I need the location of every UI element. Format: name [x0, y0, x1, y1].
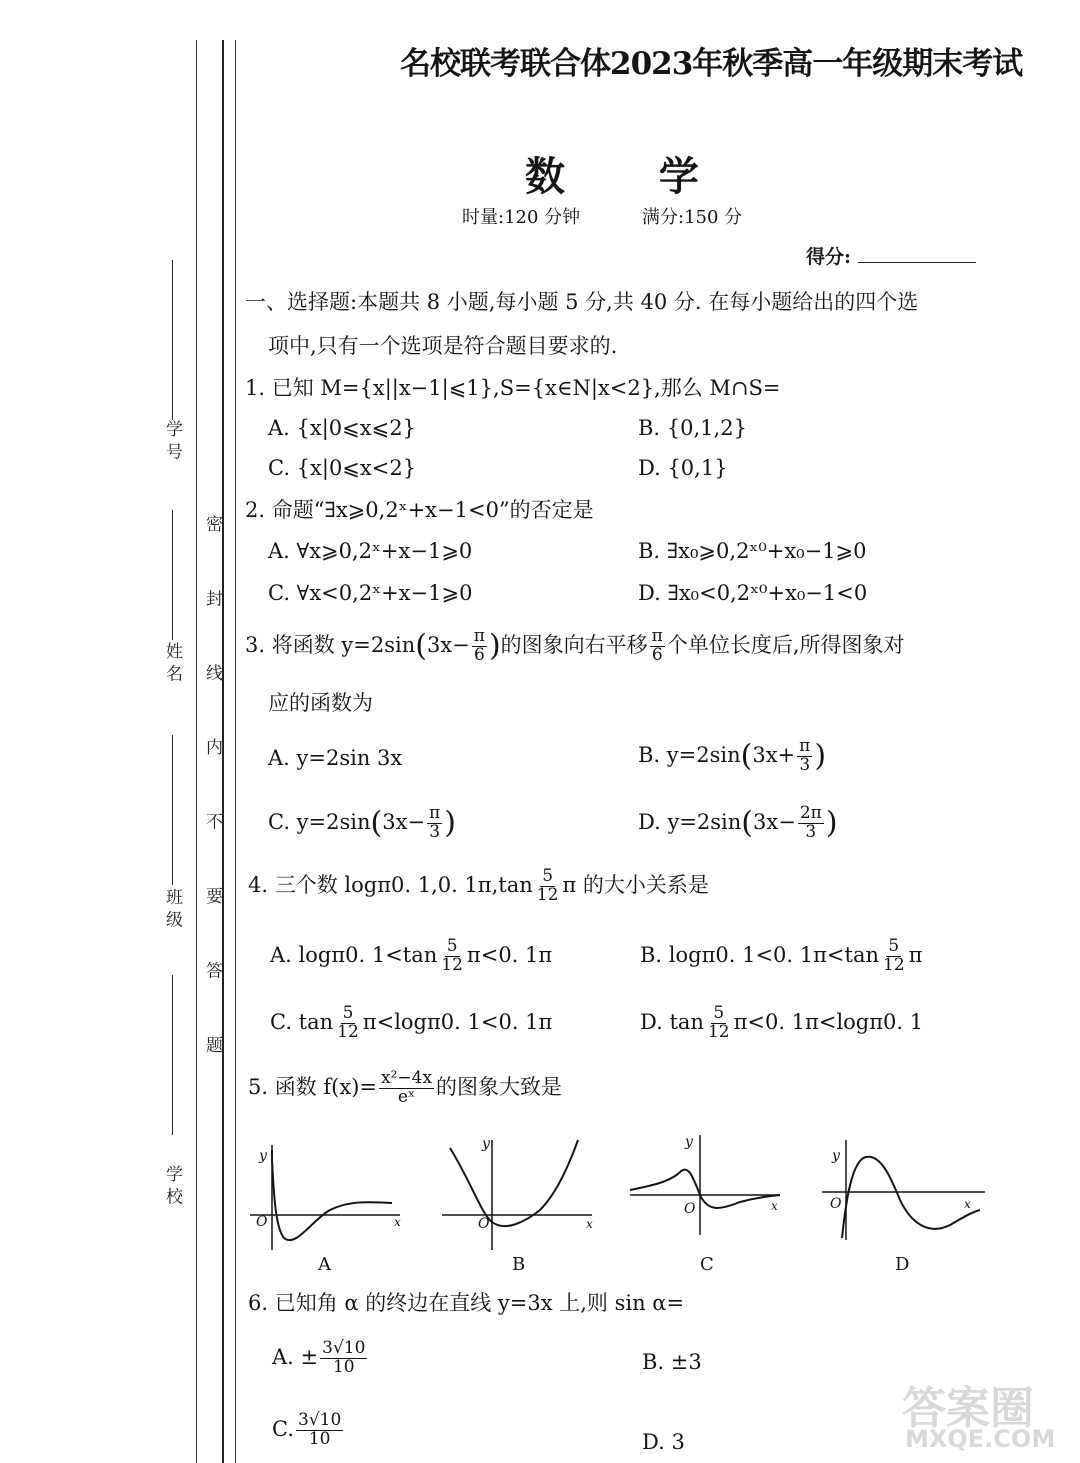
- q3c-frac: $\frac{\pi}{3}$: [429, 803, 441, 842]
- q2-option-c: C. ∀x<0,2ˣ+x−1⩾0: [268, 581, 473, 605]
- svg-text:x: x: [771, 1199, 778, 1213]
- svg-text:y: y: [685, 1134, 693, 1150]
- section-heading-line2: 项中,只有一个选项是符合题目要求的.: [268, 334, 618, 358]
- q5-frac: $\frac{\text{x²−4x}}{\text{eˣ}}$: [380, 1068, 433, 1107]
- q1-option-c: C. {x|0⩽x<2}: [268, 456, 417, 480]
- q6-option-a: A. ± $\frac{3√10}{10}$: [272, 1338, 366, 1377]
- q3-option-a: A. y=2sin 3x: [268, 746, 403, 770]
- q6c-frac: $\frac{3√10}{10}$: [298, 1410, 342, 1449]
- full-score: 满分:150 分: [642, 207, 743, 228]
- q6-option-c: C. $\frac{3√10}{10}$: [272, 1410, 342, 1449]
- graph-a-caption: A: [318, 1254, 331, 1275]
- q3-stem-part2: 3x−: [426, 632, 470, 657]
- class-blank: [172, 735, 173, 885]
- q3-stem-part3: 的图象向右平移: [500, 632, 648, 657]
- q6-option-b: B. ±3: [642, 1350, 702, 1374]
- q4-option-d: D. tan $\frac{5}{12}$ π<0. 1π<logπ0. 1: [640, 1003, 924, 1042]
- student-number-blank: [172, 260, 173, 420]
- q3-paren-open: (: [415, 628, 427, 664]
- svg-text:y: y: [482, 1136, 490, 1152]
- svg-text:O: O: [256, 1214, 268, 1230]
- subject-title: 数 学: [525, 153, 739, 200]
- svg-text:O: O: [478, 1216, 490, 1232]
- q4-frac: $\frac{5}{12}$: [536, 866, 559, 905]
- graph-c: [630, 1134, 780, 1235]
- q1-option-b: B. {0,1,2}: [638, 416, 747, 440]
- q3-stem-line2: 应的函数为: [268, 691, 373, 715]
- svg-text:y: y: [832, 1148, 840, 1164]
- svg-text:x: x: [394, 1215, 401, 1229]
- margin-line-outer: [196, 40, 197, 1463]
- q4-option-a: A. logπ0. 1<tan $\frac{5}{12}$ π<0. 1π: [270, 936, 553, 975]
- q1-option-d: D. {0,1}: [638, 456, 728, 480]
- q4-option-c: C. tan $\frac{5}{12}$ π<logπ0. 1<0. 1π: [270, 1003, 553, 1042]
- graph-b: [442, 1136, 593, 1250]
- q3-option-b: B. y=2sin(3x+ $\frac{\pi}{3}$ ): [638, 736, 827, 775]
- score-blank: [858, 262, 976, 263]
- time-limit: 时量:120 分钟: [462, 207, 581, 228]
- svg-text:x: x: [964, 1197, 971, 1211]
- watermark-text: 答案圈: [902, 1383, 1034, 1434]
- svg-text:O: O: [830, 1196, 842, 1212]
- q1-option-a: A. {x|0⩽x⩽2}: [268, 416, 416, 440]
- q3-stem: [245, 628, 905, 665]
- q3d-frac: $\frac{2\pi}{3}$: [799, 803, 822, 842]
- q3-frac-shift: $\frac{\pi}{6}$: [651, 626, 663, 665]
- school-label: 学 校: [162, 1165, 182, 1205]
- q3-paren-close: ): [488, 628, 501, 664]
- q4-option-b: B. logπ0. 1<0. 1π<tan $\frac{5}{12}$ π: [640, 936, 923, 975]
- q6-option-d: D. 3: [642, 1430, 685, 1454]
- q2-stem: 2. 命题“∃x⩾0,2ˣ+x−1<0”的否定是: [245, 498, 594, 522]
- q5-stem: 5. 函数 f(x)= $\frac{\text{x²−4x}}{\text{eˣ}}$ 的图象大致是: [248, 1068, 563, 1107]
- margin-line-third: [235, 40, 236, 1463]
- school-blank: [172, 975, 173, 1135]
- q6a-frac: $\frac{3√10}{10}$: [322, 1338, 366, 1377]
- graph-c-caption: C: [700, 1254, 714, 1275]
- q3-stem-part4: 个单位长度后,所得图象对: [666, 632, 905, 657]
- q3b-frac: $\frac{\pi}{3}$: [799, 736, 811, 775]
- q2-option-b: B. ∃x₀⩾0,2ˣ⁰+x₀−1⩾0: [638, 539, 867, 563]
- name-blank: [172, 510, 173, 640]
- svg-text:x: x: [586, 1217, 593, 1231]
- graph-d-caption: D: [895, 1254, 910, 1275]
- graph-b-caption: B: [512, 1254, 526, 1275]
- q4-stem: 4. 三个数 logπ0. 1,0. 1π,tan $\frac{5}{12}$ π 的大小关系是: [248, 866, 709, 905]
- q3-option-c: C. y=2sin(3x− $\frac{\pi}{3}$ ): [268, 803, 456, 842]
- svg-text:O: O: [684, 1201, 696, 1217]
- q2-option-d: D. ∃x₀<0,2ˣ⁰+x₀−1<0: [638, 581, 868, 605]
- student-number-label: 学 号: [162, 420, 182, 460]
- class-label: 班 级: [162, 888, 182, 928]
- q3-option-d: D. y=2sin(3x− $\frac{2\pi}{3}$ ): [638, 803, 838, 842]
- exam-title: 名校联考联合体2023年秋季高一年级期末考试: [400, 46, 1023, 82]
- q6-stem: 6. 已知角 α 的终边在直线 y=3x 上,则 sin α=: [248, 1291, 685, 1315]
- graph-d: [822, 1140, 985, 1240]
- q2-option-a: A. ∀x⩾0,2ˣ+x−1⩾0: [268, 539, 473, 563]
- svg-text:y: y: [259, 1148, 267, 1164]
- q3-stem-part1: 3. 将函数 y=2sin: [245, 632, 416, 657]
- name-label: 姓 名: [162, 642, 182, 682]
- graph-a: [250, 1145, 401, 1250]
- score-label: 得分:: [806, 246, 852, 268]
- watermark-url: MXQE.COM: [905, 1425, 1056, 1453]
- q1-stem: 1. 已知 M={x||x−1|⩽1},S={x∈N|x<2},那么 M∩S=: [245, 376, 781, 400]
- section-heading-line1: 一、选择题:本题共 8 小题,每小题 5 分,共 40 分. 在每小题给出的四个选: [245, 290, 919, 314]
- seal-line-text: 密 封 线 内 不 要 答 题: [202, 515, 222, 1079]
- q3-frac-pi-6: $\frac{\pi}{6}$: [473, 626, 485, 665]
